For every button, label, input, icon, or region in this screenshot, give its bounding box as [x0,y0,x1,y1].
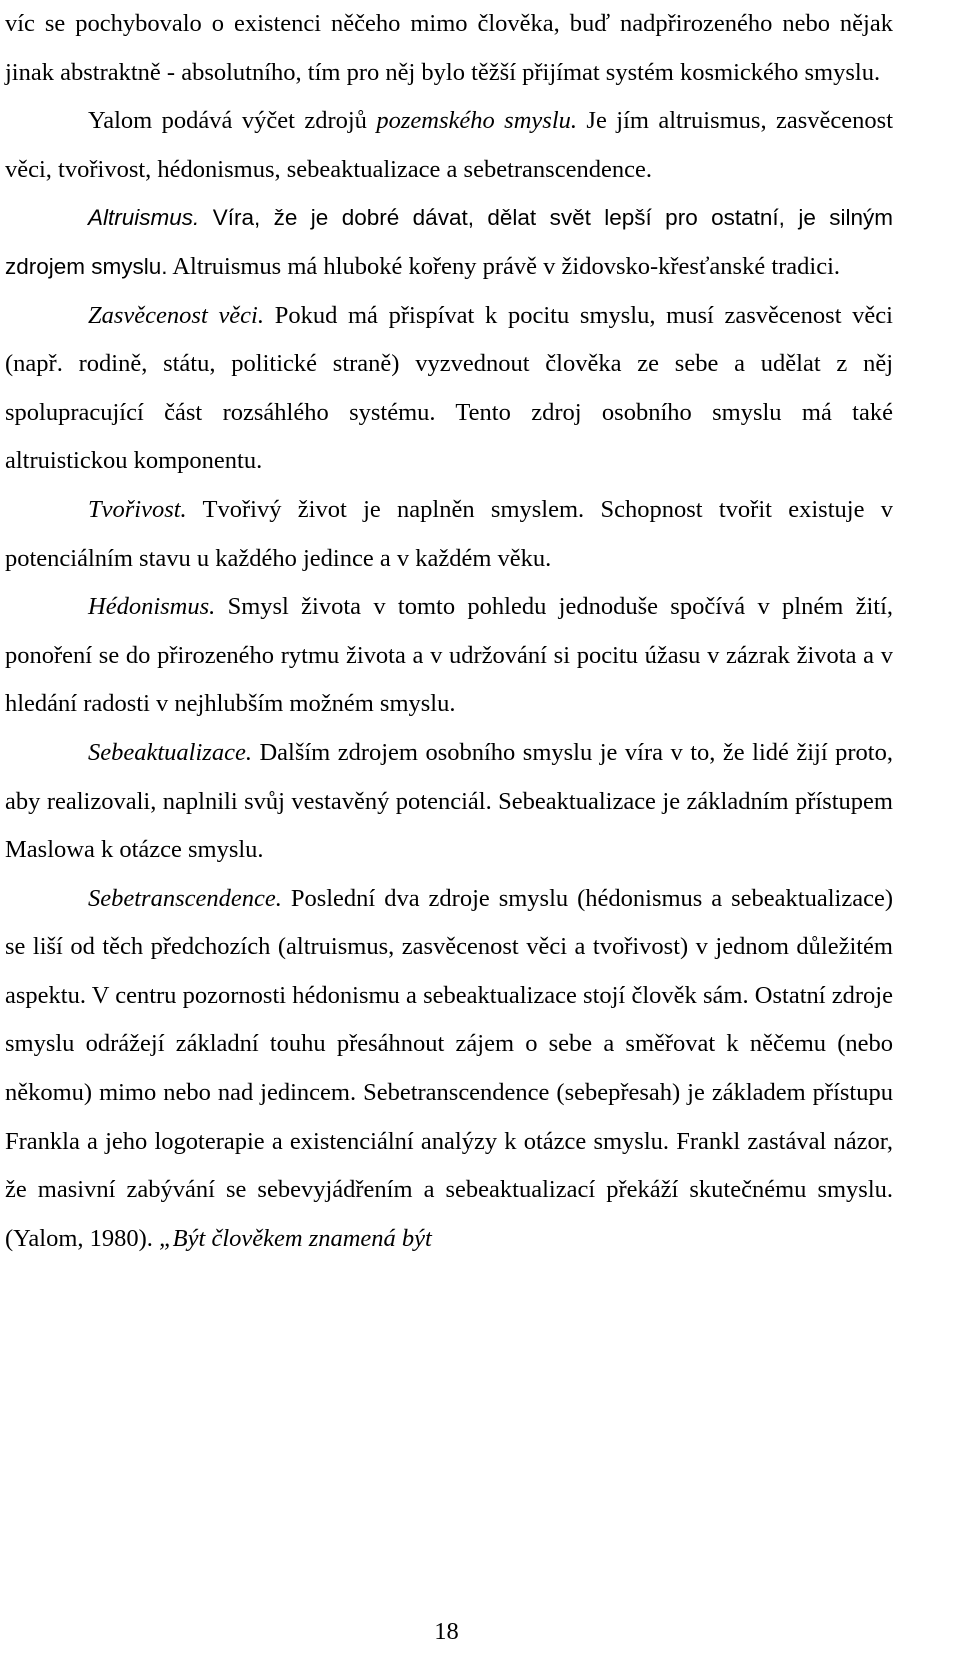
section-lead-term: Hédonismus. [88,593,216,621]
section-lead-term: Altruismus. [88,205,200,231]
paragraph-altruism [5,194,893,291]
paragraph-yalom-sources [5,97,893,194]
paragraph-text: Poslední dva zdroje smyslu (hédonismus a sebeaktualizace) se liší od těch předchozích (altruismus, zasvěcenost věci a tvořivost) v jednom důležitém aspektu. V centru pozornosti hédonismu a sebeaktualizace stojí člověk sám. Ostatní zdroje smyslu odrážejí základní touhu přesáhnout zájem o sebe a směřovat k něčemu (nebo někomu) mimo nebo nad jedincem. Sebetranscendence (sebepřesah) je základem přístupu Frankla a jeho logoterapie a existenciální analýzy k otázce smyslu. Frankl zastával názor, že masivní zabývání se sebevyjádřením a sebeaktualizací překáží skutečnému smyslu. (Yalom, 1980). [5,884,893,1252]
paragraph-text: Yalom podává výčet zdrojů [88,107,377,135]
paragraph-text: Pokud má přispívat k pocitu smyslu, musí zasvěcenost věci (např. rodině, státu, politické straně) vyzvednout člověka ze sebe a udělat z něj spolupracující část rozsáhlého systému. Tento zdroj osobního smyslu má také altruistickou komponentu. [5,301,893,475]
section-lead-term: Sebetranscendence. [88,884,282,912]
paragraph-self-transcendence [5,875,893,1264]
paragraph-text: Tvořivý život je naplněn smyslem. Schopnost tvořit existuje v potenciálním stavu u každého jedince a v každém věku. [5,495,893,572]
page-number: 18 [434,1618,459,1645]
paragraph-text: víc se pochybovalo o existenci něčeho mimo člověka, buď nadpřirozeného nebo nějak jinak abstraktně - absolutního, tím pro něj bylo těžší přijímat systém kosmického smyslu. [5,10,893,86]
paragraph-text: Víra, že je dobré dávat, dělat svět lepší pro ostatní, je silným zdrojem smyslu. [5,205,893,279]
paragraph-text: Je jím altruismus, zasvěcenost věci, tvořivost, hédonismus, sebeaktualizace a sebetranscendence. [5,107,894,183]
section-lead-term: Zasvěcenost věci. [88,301,264,329]
paragraph-self-actualization [5,729,893,875]
italic-term: pozemského smyslu. [376,107,577,135]
paragraph-cosmic-meaning [5,0,893,97]
section-lead-term: Sebeaktualizace. [88,738,252,766]
paragraph-text: Dalším zdrojem osobního smyslu je víra v to, že lidé žijí proto, aby realizovali, naplnili svůj vestavěný potenciál. Sebeaktualizace je základním přístupem Maslowa k otázce smyslu. [5,738,893,864]
paragraph-creativity [5,486,893,583]
quote-start: „Být člověkem znamená být [159,1224,432,1252]
paragraph-text: Altruismus má hluboké kořeny právě v židovsko-křesťanské tradici. [167,252,841,280]
document-body [5,0,893,1263]
section-lead-term: Tvořivost. [88,495,187,523]
paragraph-dedication [5,292,893,486]
paragraph-hedonism [5,583,893,729]
paragraph-text: Smysl života v tomto pohledu jednoduše spočívá v plném žití, ponoření se do přirozeného rytmu života a v udržování si pocitu úžasu v zázrak života a v hledání radosti v nejhlubším možném smyslu. [5,593,893,718]
